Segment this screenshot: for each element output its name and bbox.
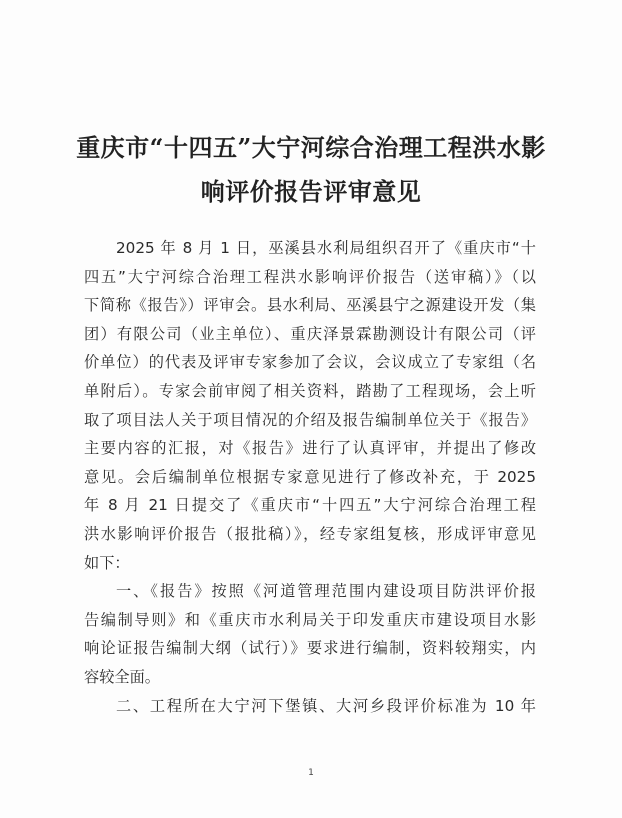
paragraph-item-1 xyxy=(84,577,536,691)
text-line: 四五”大宁河综合治理工程洪水影响评价报告（送审稿）》（以 xyxy=(84,267,536,286)
text-line: 主要内容的汇报，对《报告》进行了认真评审，并提出了修改 xyxy=(84,439,536,458)
text-line: 洪水影响评价报告（报批稿）》，经专家组复核，形成评审意见 xyxy=(84,524,536,543)
paragraph-item-2 xyxy=(84,692,536,721)
text-line: 年 8 月 21 日提交了《重庆市“十四五”大宁河综合治理工程 xyxy=(84,496,536,515)
document-title-line-2: 响评价报告评审意见 xyxy=(200,177,422,206)
text-line: 下简称《报告》）评审会。县水利局、巫溪县宁之源建设开发（集 xyxy=(84,296,536,315)
text-line: 意见。会后编制单位根据专家意见进行了修改补充，于 2025 xyxy=(84,467,536,486)
paragraph-intro xyxy=(84,234,536,577)
text-line: 容较全面。 xyxy=(84,667,160,686)
text-line: 团）有限公司（业主单位）、重庆泽景霖勘测设计有限公司（评 xyxy=(84,324,536,343)
document-body xyxy=(84,234,536,720)
text-line: 价单位）的代表及评审专家参加了会议，会议成立了专家组（名 xyxy=(84,353,536,372)
text-line: 一、《报告》按照《河道管理范围内建设项目防洪评价报 xyxy=(116,582,536,601)
text-line: 取了项目法人关于项目情况的介绍及报告编制单位关于《报告》 xyxy=(84,410,536,429)
page-number: 1 xyxy=(308,768,314,778)
text-line: 二、工程所在大宁河下堡镇、大河乡段评价标准为 10 年 xyxy=(116,696,536,715)
text-line: 单附后）。专家会前审阅了相关资料，踏勘了工程现场，会上听 xyxy=(84,381,536,400)
document-title-line-1: 重庆市“十四五”大宁河综合治理工程洪水影 xyxy=(76,133,546,162)
text-line: 如下： xyxy=(84,553,130,572)
text-line: 2025 年 8 月 1 日，巫溪县水利局组织召开了《重庆市“十 xyxy=(116,239,536,257)
text-line: 响论证报告编制大纲（试行）》要求进行编制，资料较翔实，内 xyxy=(84,639,536,658)
text-line: 告编制导则》和《重庆市水利局关于印发重庆市建设项目水影 xyxy=(84,610,536,629)
